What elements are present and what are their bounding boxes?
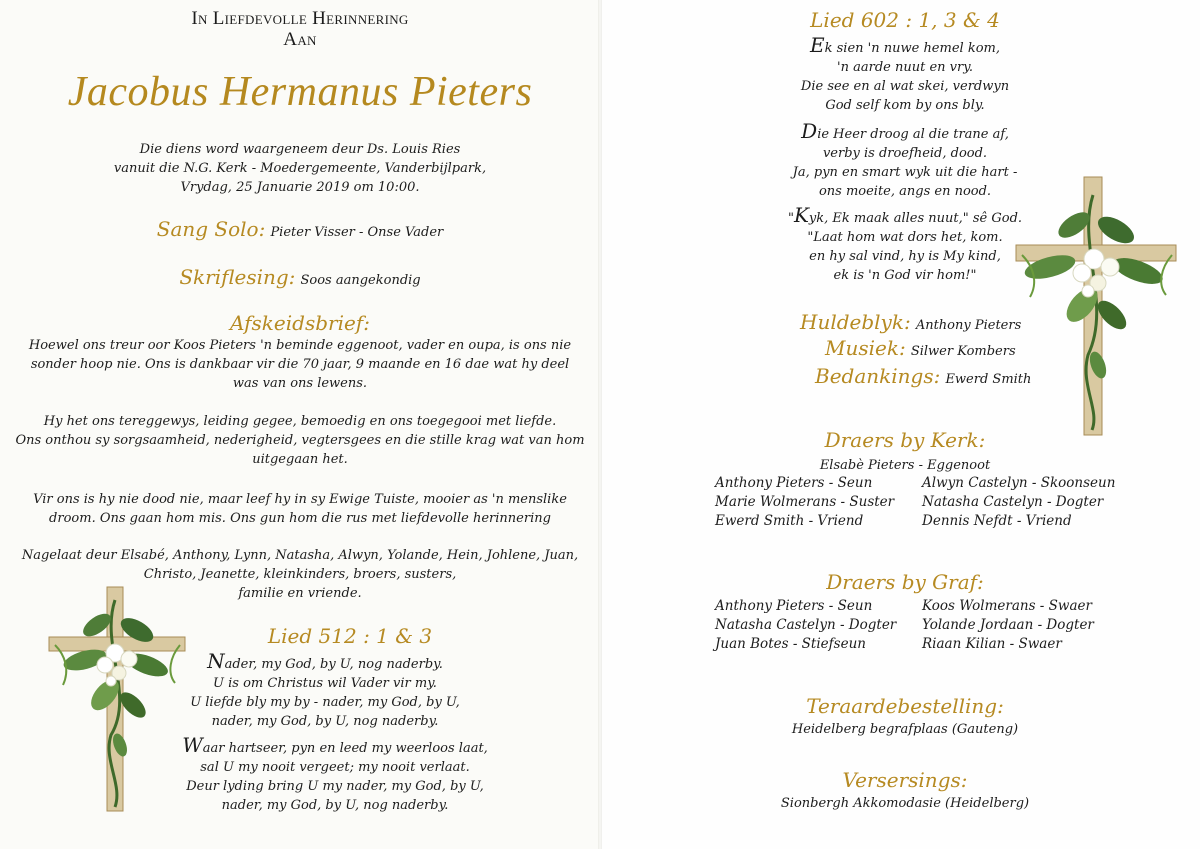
- solo-label: Sang Solo:: [156, 217, 266, 241]
- hymn-line: nader, my God, by U, nog naderby.: [211, 714, 439, 729]
- thanks-value: Ewerd Smith: [945, 372, 1032, 387]
- farewell-line: sonder hoop nie. Ons is dankbaar vir die 70 jaar, 9 maande en 16 dae wat hy deel: [30, 357, 570, 372]
- quote-mark: ": [787, 211, 794, 226]
- thanks-label: Bedankings:: [815, 364, 941, 388]
- refreshments-heading: Versersings:: [842, 768, 968, 792]
- hymn-line: God self kom by ons bly.: [825, 98, 985, 113]
- music-label: Musiek:: [825, 336, 906, 360]
- hymn-line: ie Heer droog al die trane af,: [817, 127, 1009, 142]
- bearer-entry: Natasha Castelyn - Dogter: [715, 617, 897, 633]
- tribute-label: Huldeblyk:: [800, 310, 911, 334]
- tribute-row: [800, 310, 1021, 335]
- farewell-heading: Afskeidsbrief:: [230, 311, 370, 335]
- hymn-line: k sien 'n nuwe hemel kom,: [824, 41, 1000, 56]
- heading-line2: Aan: [283, 29, 317, 50]
- hymn602-verse3: [760, 203, 1050, 285]
- farewell-line: Christo, Jeanette, kleinkinders, broers, susters,: [143, 567, 457, 582]
- bearer-entry: Dennis Nefdt - Vriend: [922, 513, 1072, 529]
- solo-value: Pieter Visser - Onse Vader: [270, 225, 444, 240]
- dropcap: N: [207, 649, 225, 673]
- solo-row: [0, 217, 600, 242]
- bearer-entry: Alwyn Castelyn - Skoonseun: [922, 475, 1116, 491]
- dropcap: E: [810, 33, 825, 57]
- service-line: vanuit die N.G. Kerk - Moedergemeente, Vanderbijlpark,: [113, 161, 487, 176]
- bearer-entry: Anthony Pieters - Seun: [715, 475, 873, 491]
- hymn-line: 'n aarde nuut en vry.: [837, 60, 973, 75]
- bearer-entry: Ewerd Smith - Vriend: [715, 513, 864, 529]
- bearers-church-top: Elsabè Pieters - Eggenoot: [819, 458, 991, 473]
- refreshments-value: Sionbergh Akkomodasie (Heidelberg): [780, 796, 1030, 811]
- farewell-line: Vir ons is hy nie dood nie, maar leef hy in sy Ewige Tuiste, mooier as 'n menslike: [33, 492, 567, 507]
- hymn-line: Deur lyding bring U my nader, my God, by U,: [186, 779, 484, 794]
- farewell-line: uitgegaan het.: [252, 452, 348, 467]
- music-row: [825, 336, 1016, 361]
- bearers-grave-left: [715, 597, 896, 654]
- service-line: Die diens word waargeneem deur Ds. Louis Ries: [139, 142, 461, 157]
- floral-cross-icon: [1012, 175, 1180, 437]
- reading-value: Soos aangekondig: [300, 273, 421, 288]
- farewell-p3: [0, 490, 600, 528]
- tribute-value: Anthony Pieters: [915, 318, 1022, 333]
- hymn-line: aar hartseer, pyn en leed my weerloos laat,: [202, 741, 488, 756]
- right-content: [600, 0, 1200, 849]
- farewell-line: Nagelaat deur Elsabé, Anthony, Lynn, Natasha, Alwyn, Yolande, Hein, Johlene, Juan,: [21, 548, 579, 563]
- hymn-line: "Laat hom wat dors het, kom.: [807, 230, 1003, 245]
- hymn-line: U liefde bly my by - nader, my God, by U,: [190, 695, 460, 710]
- bearer-entry: Natasha Castelyn - Dogter: [922, 494, 1104, 510]
- burial-heading: Teraardebestelling:: [806, 694, 1004, 718]
- hymn-line: en hy sal vind, hy is My kind,: [809, 249, 1001, 264]
- farewell-p2: [0, 412, 600, 469]
- bearers-church-right: [922, 474, 1115, 531]
- hymn-line: ader, my God, by U, nog naderby.: [224, 657, 443, 672]
- hymn-line: yk, Ek maak alles nuut," sê God.: [808, 211, 1023, 226]
- floral-cross-icon: [45, 585, 190, 813]
- hymn-line: nader, my God, by U, nog naderby.: [221, 798, 449, 813]
- hymn-line: sal U my nooit vergeet; my nooit verlaat.: [200, 760, 470, 775]
- bearer-entry: Juan Botes - Stiefseun: [715, 636, 866, 652]
- service-info: [0, 140, 600, 197]
- bearers-grave-heading: Draers by Graf:: [826, 570, 984, 594]
- farewell-line: Ons onthou sy sorgsaamheid, nederigheid, vegtersgees en die stille krag wat van hom: [15, 433, 585, 448]
- hymn602-title: Lied 602 : 1, 3 & 4: [810, 8, 1000, 32]
- music-value: Silwer Kombers: [910, 344, 1016, 359]
- farewell-line: Hy het ons tereggewys, leiding gegee, bemoedig en ons toegegooi met liefde.: [43, 414, 557, 429]
- hymn-line: ons moeite, angs en nood.: [818, 184, 992, 199]
- bearers-grave-right: [922, 597, 1094, 654]
- hymn512-verse2: [180, 733, 490, 815]
- reading-label: Skriflesing:: [179, 265, 296, 289]
- hymn-line: ek is 'n God vir hom!": [833, 268, 977, 283]
- dropcap: D: [801, 119, 818, 143]
- farewell-p1: [0, 336, 600, 393]
- thanks-row: [815, 364, 1031, 389]
- reading-row: [0, 265, 600, 290]
- hymn-line: Die see en al wat skei, verdwyn: [800, 79, 1010, 94]
- bearer-entry: Riaan Kilian - Swaer: [922, 636, 1062, 652]
- hymn-line: Ja, pyn en smart wyk uit die hart -: [792, 165, 1018, 180]
- farewell-line: was van ons lewens.: [232, 376, 368, 391]
- dropcap: W: [182, 733, 203, 757]
- farewell-line: familie en vriende.: [238, 586, 362, 601]
- heading-line1: In Liefdevolle Herinnering: [191, 8, 409, 29]
- service-line: Vrydag, 25 Januarie 2019 om 10:00.: [180, 180, 420, 195]
- deceased-name: Jacobus Hermanus Pieters: [67, 69, 533, 115]
- bearer-entry: Yolande Jordaan - Dogter: [922, 617, 1094, 633]
- hymn602-verse1: [760, 33, 1050, 115]
- farewell-line: Hoewel ons treur oor Koos Pieters 'n beminde eggenoot, vader en oupa, is ons nie: [28, 338, 572, 353]
- bearers-church-heading: Draers by Kerk:: [824, 428, 986, 452]
- bearers-church-left: [715, 474, 894, 531]
- bearer-entry: Marie Wolmerans - Suster: [715, 494, 895, 510]
- farewell-line: droom. Ons gaan hom mis. Ons gun hom die rus met liefdevolle herinnering: [49, 511, 551, 526]
- bearer-entry: Koos Wolmerans - Swaer: [922, 598, 1092, 614]
- hymn512-title: Lied 512 : 1 & 3: [267, 624, 433, 648]
- hymn512-verse1: [180, 649, 470, 731]
- hymn602-verse2: [760, 119, 1050, 201]
- hymn-line: verby is droefheid, dood.: [822, 146, 988, 161]
- hymn-line: U is om Christus wil Vader vir my.: [213, 676, 437, 691]
- burial-value: Heidelberg begrafplaas (Gauteng): [791, 722, 1019, 737]
- bearer-entry: Anthony Pieters - Seun: [715, 598, 873, 614]
- dropcap: K: [793, 203, 809, 227]
